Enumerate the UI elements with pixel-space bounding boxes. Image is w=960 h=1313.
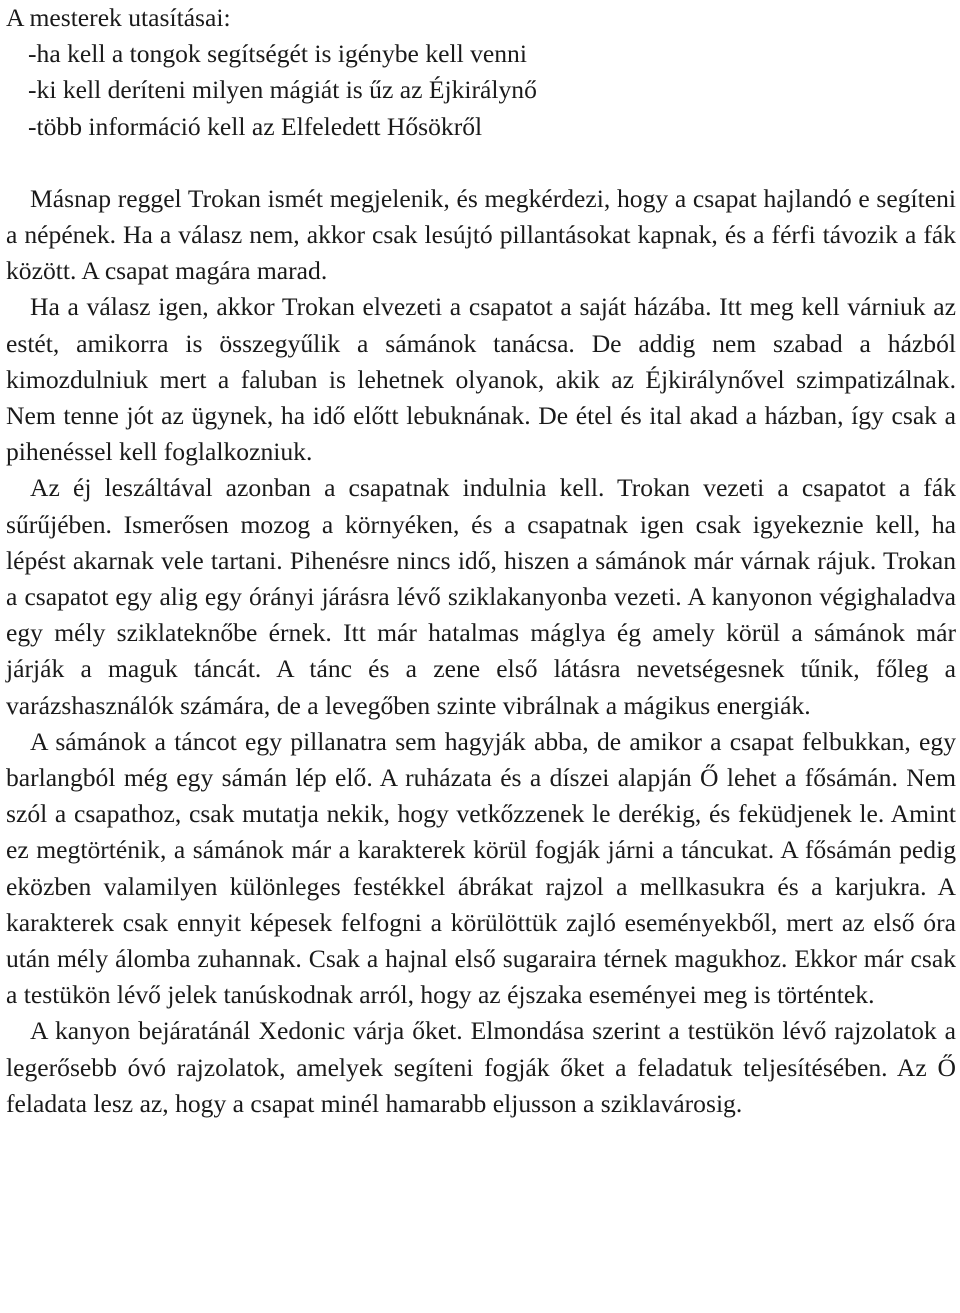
instruction-item: -ha kell a tongok segítségét is igénybe kell venni: [28, 39, 527, 69]
instruction-item: -ki kell deríteni milyen mágiát is űz az Éjkirálynő: [28, 75, 537, 105]
paragraph: Ha a válasz igen, akkor Trokan elvezeti a csapatot a saját házába. Itt meg kell várniuk az estét, amikorra is összegyűlik a sámánok tanácsa. De addig nem szabad a házból kimozdulniuk mert a faluban is lehetnek olyanok, akik az Éjkirálynővel szimpatizálnak. Nem tenne jót az ügynek, ha idő előtt lebuknának. De étel és ital akad a házban, így csak a pihenéssel kell foglalkozniuk.: [6, 292, 956, 467]
instructions-heading: A mesterek utasításai:: [6, 3, 231, 32]
instruction-item: -több információ kell az Elfeledett Hősökről: [28, 111, 483, 141]
paragraph: A sámánok a táncot egy pillanatra sem hagyják abba, de amikor a csapat felbukkan, egy barlangból még egy sámán lép elő. A ruházata és a díszei alapján Ő lehet a fősámán. Nem szól a csapathoz, csak mutatja nekik, hogy vetkőzzenek le derékig, és feküdjenek le. Amint ez megtörténik, a sámánok már a karakterek körül fogják járni a táncukat. A fősámán pedig eközben valamilyen különleges festékkel ábrákat rajzol a mellkasukra és a karjukra. A karakterek csak ennyit képesek felfogni a körülöttük zajló eseményekből, mert az első óra után mély álomba zuhannak. Csak a hajnal első sugaraira térnek magukhoz. Ekkor már csak a testükön lévő jelek tanúskodnak arról, hogy az éjszaka eseményei meg is történtek.: [6, 726, 956, 1010]
blank-line: [6, 145, 956, 181]
paragraph: Az éj leszáltával azonban a csapatnak indulnia kell. Trokan vezeti a csapatot a fák sűrűjében. Ismerősen mozog a környéken, és a csapatnak igen csak igyekeznie kell, ha lépést akarnak vele tartani. Pihenésre nincs idő, hiszen a sámánok már várnak rájuk. Trokan a csapatot egy alig egy órányi járásra lévő sziklakanyonba vezeti. A kanyonon végighaladva egy mély sziklateknőbe érnek. Itt már hatalmas máglya ég amely körül a sámánok már járják a maguk táncát. A tánc és a zene első látásra nevetségesnek tűnik, főleg a varázshasználók számára, de a levegőben szinte vibrálnak a mágikus energiák.: [6, 473, 956, 720]
paragraph: Másnap reggel Trokan ismét megjelenik, és megkérdezi, hogy a csapat hajlandó e segíteni a népének. Ha a válasz nem, akkor csak lesújtó pillantásokat kapnak, és a férfi távozik a fák között. A csapat magára marad.: [6, 183, 956, 286]
instructions-list: [6, 36, 956, 145]
paragraph: A kanyon bejáratánál Xedonic várja őket. Elmondása szerint a testükön lévő rajzolatok a legerősebb óvó rajzolatok, amelyek segíteni fogják őket a feladatuk teljesítésében. Az Ő feladata lesz az, hogy a csapat minél hamarabb eljusson a sziklavárosig.: [6, 1016, 956, 1118]
